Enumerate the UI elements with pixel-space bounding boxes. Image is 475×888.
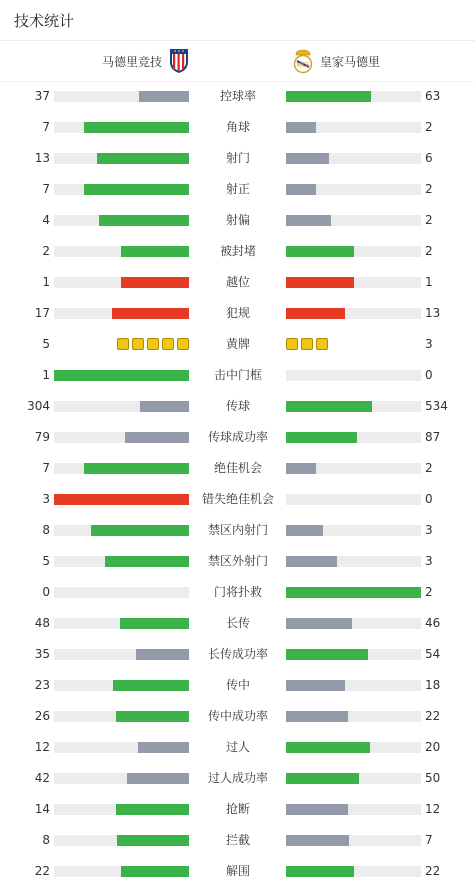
yellow-card-icon bbox=[117, 338, 129, 350]
away-bar bbox=[286, 866, 354, 877]
away-bar bbox=[286, 246, 354, 257]
home-bar-track bbox=[54, 308, 189, 319]
stat-label: 绝佳机会 bbox=[213, 461, 262, 475]
home-bar bbox=[91, 525, 189, 536]
stat-label: 射偏 bbox=[225, 213, 250, 227]
home-bar-track bbox=[54, 804, 189, 815]
home-value: 3 bbox=[42, 492, 50, 506]
home-bar-track bbox=[54, 277, 189, 288]
home-bar bbox=[112, 308, 189, 319]
stat-label: 过人成功率 bbox=[207, 771, 268, 785]
away-bar bbox=[286, 401, 372, 412]
away-value: 63 bbox=[425, 89, 441, 103]
home-bar-track bbox=[54, 184, 189, 195]
home-bar-track bbox=[54, 91, 189, 102]
away-value: 50 bbox=[425, 771, 441, 785]
home-team-name: 马德里竞技 bbox=[102, 54, 163, 69]
home-value: 5 bbox=[42, 337, 50, 351]
stat-label: 门将扑救 bbox=[213, 585, 262, 599]
away-value: 3 bbox=[425, 523, 433, 537]
away-value: 534 bbox=[425, 399, 448, 413]
yellow-card-icon bbox=[316, 338, 328, 350]
home-bar bbox=[84, 463, 189, 474]
away-bar-track bbox=[286, 556, 421, 567]
away-value: 3 bbox=[425, 337, 433, 351]
stat-row bbox=[0, 112, 475, 143]
home-value: 79 bbox=[34, 430, 50, 444]
home-value: 8 bbox=[42, 523, 50, 537]
stat-row bbox=[0, 794, 475, 825]
home-bar-track bbox=[54, 618, 189, 629]
home-bar bbox=[121, 277, 189, 288]
stat-label: 角球 bbox=[225, 120, 250, 134]
away-bar-track bbox=[286, 308, 421, 319]
home-bar-track bbox=[54, 835, 189, 846]
home-bar-track bbox=[54, 773, 189, 784]
home-bar bbox=[113, 680, 189, 691]
home-bar-track bbox=[54, 370, 189, 381]
away-bar-track bbox=[286, 432, 421, 443]
away-bar-track bbox=[286, 742, 421, 753]
home-bar bbox=[99, 215, 189, 226]
away-bar-track bbox=[286, 649, 421, 660]
away-bar bbox=[286, 680, 345, 691]
stat-row bbox=[0, 143, 475, 174]
home-value: 7 bbox=[42, 182, 50, 196]
away-bar bbox=[286, 804, 348, 815]
stat-row bbox=[0, 267, 475, 298]
away-bar bbox=[286, 556, 337, 567]
stat-row bbox=[0, 205, 475, 236]
away-bar-track bbox=[286, 773, 421, 784]
home-value: 26 bbox=[34, 709, 50, 723]
stat-row bbox=[0, 701, 475, 732]
away-value: 2 bbox=[425, 461, 433, 475]
away-bar-track bbox=[286, 525, 421, 536]
home-bar-track bbox=[54, 463, 189, 474]
away-bar-track bbox=[286, 277, 421, 288]
stat-label: 越位 bbox=[225, 275, 250, 289]
away-bar-track bbox=[286, 804, 421, 815]
away-value: 12 bbox=[425, 802, 441, 816]
away-value: 13 bbox=[425, 306, 441, 320]
away-bar-track bbox=[286, 184, 421, 195]
home-bar-track bbox=[54, 122, 189, 133]
away-bar bbox=[286, 184, 316, 195]
stat-label: 黄牌 bbox=[225, 337, 250, 351]
home-bar bbox=[54, 494, 189, 505]
home-bar bbox=[136, 649, 189, 660]
home-bar bbox=[84, 184, 189, 195]
away-bar-track bbox=[286, 122, 421, 133]
away-value: 20 bbox=[425, 740, 441, 754]
page-title bbox=[0, 0, 475, 41]
home-value: 1 bbox=[42, 368, 50, 382]
away-value: 1 bbox=[425, 275, 433, 289]
stat-row bbox=[0, 298, 475, 329]
home-value: 1 bbox=[42, 275, 50, 289]
yellow-card-icon bbox=[286, 338, 298, 350]
home-bar-track bbox=[54, 153, 189, 164]
away-value: 54 bbox=[425, 647, 441, 661]
away-bar bbox=[286, 525, 323, 536]
away-bar-track bbox=[286, 866, 421, 877]
away-bar bbox=[286, 711, 348, 722]
home-value: 7 bbox=[42, 461, 50, 475]
stat-row bbox=[0, 670, 475, 701]
home-value: 42 bbox=[34, 771, 50, 785]
yellow-card-icon bbox=[177, 338, 189, 350]
yellow-card-icon bbox=[132, 338, 144, 350]
home-bar-track bbox=[54, 587, 189, 598]
home-value: 37 bbox=[34, 89, 50, 103]
stat-row bbox=[0, 732, 475, 763]
home-value: 7 bbox=[42, 120, 50, 134]
home-bar-track bbox=[54, 494, 189, 505]
away-bar bbox=[286, 122, 316, 133]
home-bar bbox=[120, 618, 189, 629]
away-team[interactable] bbox=[292, 41, 380, 81]
home-team[interactable] bbox=[102, 41, 190, 81]
teams-header bbox=[0, 41, 475, 82]
home-value: 14 bbox=[34, 802, 50, 816]
home-bar bbox=[125, 432, 189, 443]
away-bar bbox=[286, 618, 352, 629]
stat-label: 犯规 bbox=[225, 306, 250, 320]
yellow-card-icon bbox=[162, 338, 174, 350]
home-bar bbox=[97, 153, 189, 164]
away-value: 2 bbox=[425, 120, 433, 134]
stat-label: 禁区内射门 bbox=[207, 523, 268, 537]
home-value: 8 bbox=[42, 833, 50, 847]
stat-label: 拦截 bbox=[225, 833, 250, 847]
away-value: 2 bbox=[425, 585, 433, 599]
home-value: 23 bbox=[34, 678, 50, 692]
away-bar bbox=[286, 432, 357, 443]
stat-label: 解围 bbox=[225, 864, 250, 878]
home-bar bbox=[84, 122, 189, 133]
home-yellow-cards bbox=[117, 338, 189, 350]
stat-label: 传中成功率 bbox=[207, 709, 268, 723]
home-bar bbox=[121, 246, 189, 257]
atletico-crest-icon bbox=[168, 48, 190, 74]
away-value: 18 bbox=[425, 678, 441, 692]
away-value: 0 bbox=[425, 492, 433, 506]
away-bar-track bbox=[286, 618, 421, 629]
stat-row bbox=[0, 856, 475, 887]
stat-label: 击中门框 bbox=[213, 368, 262, 382]
away-bar bbox=[286, 587, 421, 598]
away-bar-track bbox=[286, 246, 421, 257]
home-value: 13 bbox=[34, 151, 50, 165]
home-bar-track bbox=[54, 556, 189, 567]
stat-row bbox=[0, 639, 475, 670]
home-bar-track bbox=[54, 866, 189, 877]
stat-row bbox=[0, 825, 475, 856]
away-bar-track bbox=[286, 587, 421, 598]
home-bar-track bbox=[54, 525, 189, 536]
stat-label: 传中 bbox=[225, 678, 250, 692]
home-bar bbox=[127, 773, 189, 784]
away-value: 2 bbox=[425, 182, 433, 196]
away-value: 87 bbox=[425, 430, 441, 444]
stat-row bbox=[0, 763, 475, 794]
away-bar bbox=[286, 463, 316, 474]
away-value: 2 bbox=[425, 244, 433, 258]
away-bar-track bbox=[286, 463, 421, 474]
home-value: 12 bbox=[34, 740, 50, 754]
yellow-card-icon bbox=[147, 338, 159, 350]
home-bar bbox=[105, 556, 189, 567]
home-value: 17 bbox=[34, 306, 50, 320]
stat-row bbox=[0, 422, 475, 453]
home-bar bbox=[140, 401, 189, 412]
home-value: 48 bbox=[34, 616, 50, 630]
stat-row bbox=[0, 81, 475, 112]
home-bar bbox=[116, 711, 189, 722]
stat-row bbox=[0, 515, 475, 546]
home-bar-track bbox=[54, 432, 189, 443]
away-bar bbox=[286, 773, 359, 784]
away-bar bbox=[286, 649, 368, 660]
away-bar bbox=[286, 742, 370, 753]
home-bar bbox=[139, 91, 189, 102]
stat-row bbox=[0, 577, 475, 608]
away-bar bbox=[286, 91, 371, 102]
away-bar bbox=[286, 153, 329, 164]
home-bar-track bbox=[54, 401, 189, 412]
away-bar-track bbox=[286, 91, 421, 102]
stat-label: 抢断 bbox=[225, 802, 250, 816]
away-value: 3 bbox=[425, 554, 433, 568]
home-value: 35 bbox=[34, 647, 50, 661]
stat-label: 禁区外射门 bbox=[207, 554, 268, 568]
stat-row bbox=[0, 329, 475, 360]
away-bar bbox=[286, 277, 354, 288]
away-value: 0 bbox=[425, 368, 433, 382]
stat-label: 被封堵 bbox=[219, 244, 256, 258]
stat-label: 控球率 bbox=[219, 89, 256, 103]
stat-label: 错失绝佳机会 bbox=[201, 492, 274, 506]
away-value: 6 bbox=[425, 151, 433, 165]
stats-table bbox=[0, 81, 475, 887]
stat-label: 传球成功率 bbox=[207, 430, 268, 444]
home-bar-track bbox=[54, 215, 189, 226]
home-bar-track bbox=[54, 742, 189, 753]
home-bar-track bbox=[54, 680, 189, 691]
home-value: 22 bbox=[34, 864, 50, 878]
home-bar bbox=[121, 866, 189, 877]
stat-label: 长传 bbox=[225, 616, 250, 630]
away-yellow-cards bbox=[286, 338, 328, 350]
home-value: 5 bbox=[42, 554, 50, 568]
stat-row bbox=[0, 391, 475, 422]
away-bar bbox=[286, 215, 331, 226]
stat-row bbox=[0, 608, 475, 639]
away-bar-track bbox=[286, 153, 421, 164]
stat-row bbox=[0, 484, 475, 515]
stat-row bbox=[0, 174, 475, 205]
away-bar-track bbox=[286, 370, 421, 381]
stat-label: 传球 bbox=[225, 399, 250, 413]
page-title-text: 技术统计 bbox=[14, 11, 75, 30]
home-bar-track bbox=[54, 649, 189, 660]
away-value: 46 bbox=[425, 616, 441, 630]
away-bar-track bbox=[286, 680, 421, 691]
away-bar bbox=[286, 835, 349, 846]
stat-label: 过人 bbox=[225, 740, 250, 754]
away-bar-track bbox=[286, 835, 421, 846]
home-value: 4 bbox=[42, 213, 50, 227]
stat-label: 射正 bbox=[225, 182, 250, 196]
home-bar bbox=[54, 370, 189, 381]
away-bar-track bbox=[286, 401, 421, 412]
home-bar bbox=[116, 804, 189, 815]
svg-text:MCF: MCF bbox=[296, 62, 310, 69]
stat-row bbox=[0, 360, 475, 391]
home-value: 0 bbox=[42, 585, 50, 599]
yellow-card-icon bbox=[301, 338, 313, 350]
home-bar-track bbox=[54, 711, 189, 722]
stat-label: 射门 bbox=[225, 151, 250, 165]
stat-label: 长传成功率 bbox=[207, 647, 268, 661]
away-bar-track bbox=[286, 494, 421, 505]
home-value: 304 bbox=[27, 399, 50, 413]
away-value: 22 bbox=[425, 864, 441, 878]
away-bar-track bbox=[286, 215, 421, 226]
stat-row bbox=[0, 453, 475, 484]
stat-row bbox=[0, 236, 475, 267]
real-madrid-crest-icon bbox=[292, 48, 314, 74]
home-bar bbox=[117, 835, 189, 846]
home-value: 2 bbox=[42, 244, 50, 258]
away-bar-track bbox=[286, 711, 421, 722]
stat-row bbox=[0, 546, 475, 577]
away-bar bbox=[286, 308, 345, 319]
home-bar bbox=[138, 742, 189, 753]
away-value: 2 bbox=[425, 213, 433, 227]
away-team-name: 皇家马德里 bbox=[320, 54, 381, 69]
away-value: 22 bbox=[425, 709, 441, 723]
away-value: 7 bbox=[425, 833, 433, 847]
home-bar-track bbox=[54, 246, 189, 257]
